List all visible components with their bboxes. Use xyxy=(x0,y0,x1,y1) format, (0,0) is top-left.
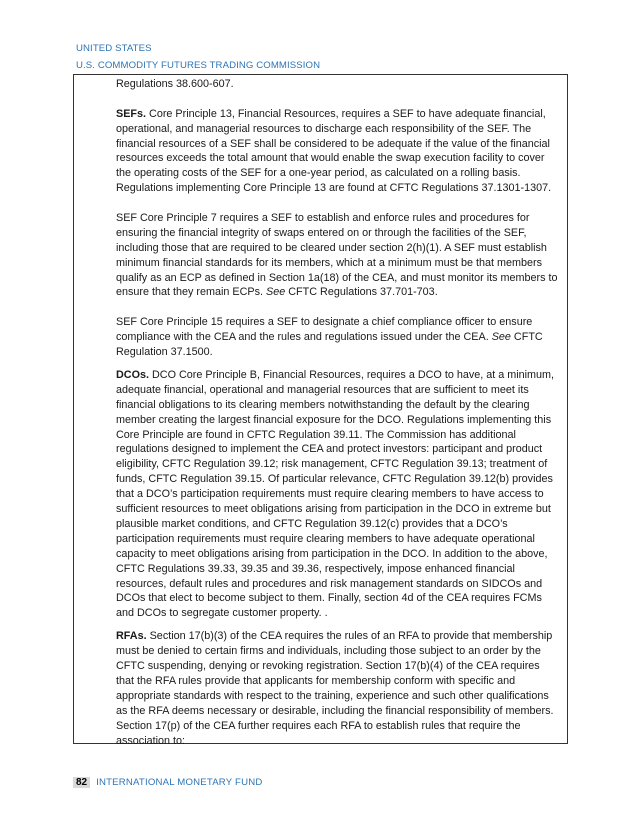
cp15-ref: CFTC Regulation 37.1500. xyxy=(116,331,543,358)
paragraph-regulations-ref: Regulations 38.600-607. xyxy=(116,78,234,90)
page-number: 82 xyxy=(73,777,90,788)
running-header xyxy=(76,40,320,74)
cp7-see: See xyxy=(266,286,286,299)
cp7-text: SEF Core Principle 7 requires a SEF to establish and enforce rules and procedures for ensuring the financial integrity of swaps entered on or through the facilities of the SEF, including those that are required to be cleared under section 2(h)(1). A SEF must establish minimum financial standards for its members, which at a minimum must be that members qualify as an ECP as defined in Section 1a(18) of the CEA, and must monitor its members to ensure that they remain ECPs. xyxy=(116,211,558,299)
page-footer xyxy=(73,777,263,788)
cp15-see: See xyxy=(491,331,511,344)
dcos-heading: DCOs. xyxy=(116,368,149,381)
header-agency: U.S. COMMODITY FUTURES TRADING COMMISSION xyxy=(76,60,321,71)
rfas-text: Section 17(b)(3) of the CEA requires the rules of an RFA to provide that membership must be denied to certain firms and individuals, including those subject to an order by the CFTC suspending, denying or revoking registration. Section 17(b)(4) of the CEA requires that the RFA rules provide that applicants for membership conform with specific and appropriate standards with respect to the training, experience and such other qualifications as the RFA deems necessary or desirable, including the financial responsibility of members. Section 17(p) of the CEA further requires each RFA to establish rules that require the association to: xyxy=(116,630,554,747)
dcos-text: DCO Core Principle B, Financial Resources, requires a DCO to have, at a minimum, adequate financial, operational and managerial resources that are sufficient to meet its financial obligations to its clearing members notwithstanding the default by the clearing member creating the largest financial exposure for the DCO. Regulations implementing this Core Principle are found in CFTC Regulation 39.11. The Commission has additional regulations designed to implement the CEA and protect investors: participant and product eligibility, CFTC Regulation 39.12; risk management, CFTC Regulation 39.13; treatment of funds, CFTC Regulation 39.15. Of particular relevance, CFTC Regulation 39.12(b) provides that a DCO’s participation requirements must require clearing members to have access to sufficient resources to meet obligations arising from participation in the DCO in extreme but plausible market conditions, and CFTC Regulation 39.12(c) provides that a DCO’s participation requirements must require clearing members to have adequate operational capacity to meet obligations arising from participation in the DCO. In addition to the above, CFTC Regulations 39.33, 39.35 and 39.36, respectively, impose enhanced financial resources, default rules and procedures and risk management standards on SIDCOs and DCOs that elect to become subject to them. Finally, section 4d of the CEA requires FCMs and DCOs to segregate customer property. . xyxy=(116,368,555,620)
paragraph-sef-core-principle-7 xyxy=(116,211,559,300)
sefs-text: Core Principle 13, Financial Resources, requires a SEF to have adequate financial, operational, and managerial resources to discharge each responsibility of the SEF. The financial resources of a SEF shall be considered to be adequate if the value of the financial resources exceeds the total amount that would enable the swap execution facility to cover the operating costs of the SEF for a one-year period, as calculated on a rolling basis. Regulations implementing Core Principle 13 are found at CFTC Regulations 37.1301-1307. xyxy=(116,107,552,195)
cp15-text: SEF Core Principle 15 requires a SEF to designate a chief compliance officer to ensure compliance with the CEA and the rules and regulations issued under the CEA. xyxy=(116,316,533,344)
paragraph-sefs xyxy=(116,107,559,196)
header-country: UNITED STATES xyxy=(76,43,152,54)
paragraph-sef-core-principle-15 xyxy=(116,315,559,360)
cp7-ref: CFTC Regulations 37.701-703. xyxy=(285,286,438,299)
paragraph-rfas xyxy=(116,629,559,748)
sefs-heading: SEFs. xyxy=(116,107,147,120)
rfas-heading: RFAs. xyxy=(116,630,147,643)
footer-org: INTERNATIONAL MONETARY FUND xyxy=(96,777,263,788)
text-box xyxy=(73,74,568,747)
box-content xyxy=(116,77,559,749)
paragraph-dcos xyxy=(116,368,559,621)
